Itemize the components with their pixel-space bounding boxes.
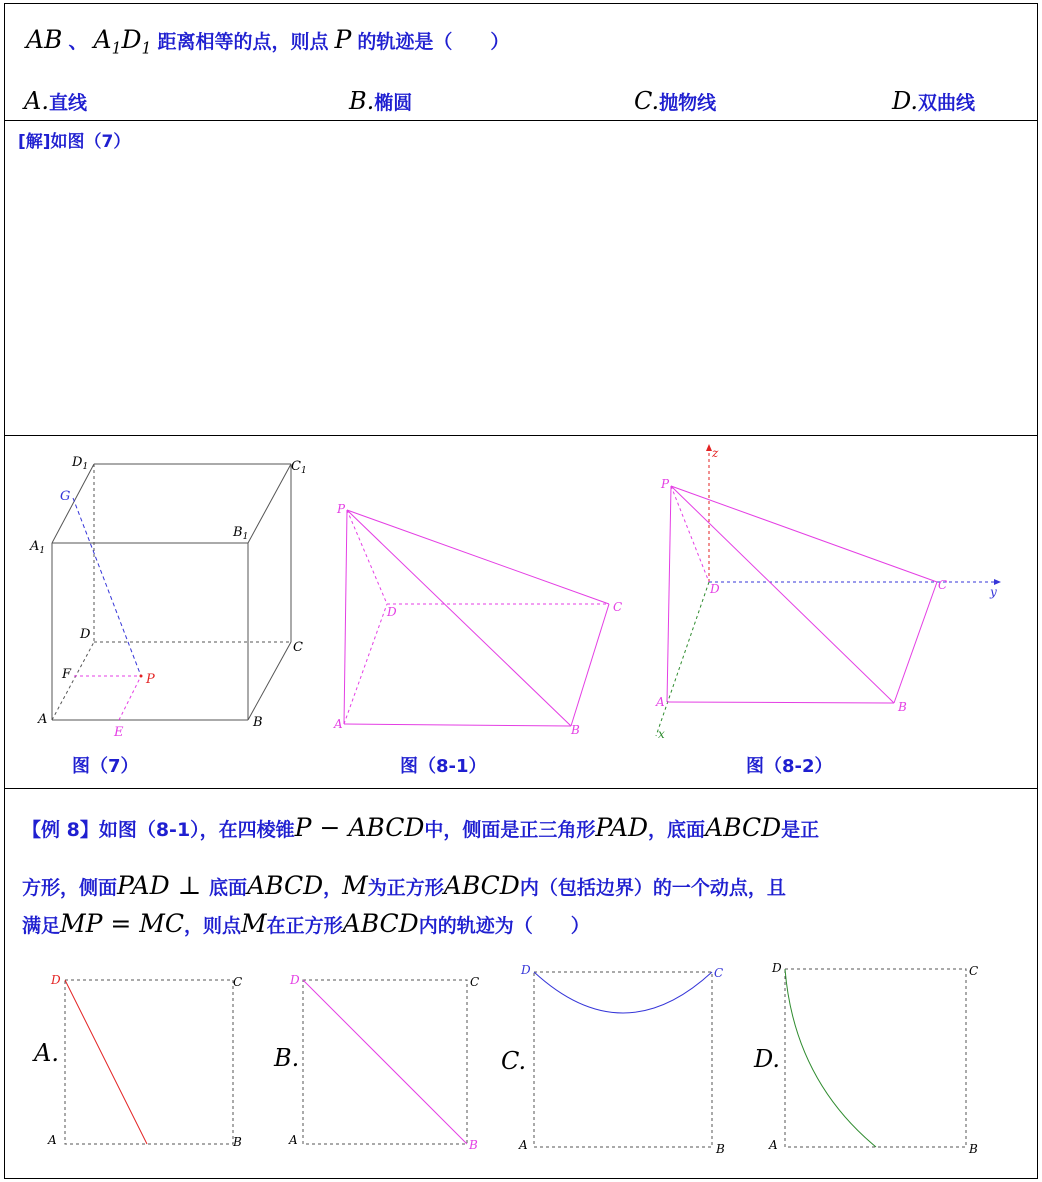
svg-text:A: A — [769, 1138, 778, 1152]
svg-text:B: B — [469, 1138, 478, 1152]
label-g: G — [60, 489, 71, 504]
caption-fig-7: 图（7） — [72, 756, 139, 777]
label-c: C — [293, 640, 303, 655]
svg-text:A: A — [519, 1138, 528, 1152]
svg-text:B: B — [233, 1135, 242, 1149]
example-line-3: 满足MP = MC，则点M在正方形ABCD内的轨迹为（ ） — [22, 909, 590, 938]
figure-7 — [52, 464, 291, 720]
label-x: x — [658, 727, 665, 741]
label-c: C — [613, 600, 623, 614]
svg-text:A: A — [289, 1133, 298, 1147]
svg-text:C: C — [969, 964, 979, 978]
square-a — [65, 980, 233, 1144]
label-d: D — [387, 605, 397, 619]
label-d1: $D_1$ — [72, 455, 89, 472]
option-d[interactable]: D.双曲线 — [892, 87, 976, 115]
figure-8-1 — [344, 510, 609, 726]
answer-squares-svg — [4, 789, 1038, 1179]
question-tail: 的轨迹是（ ） — [357, 31, 510, 53]
label-e: E — [114, 725, 124, 740]
svg-text:D: D — [51, 973, 61, 987]
label-b: B — [898, 700, 907, 714]
math-a1: $A_1D_1$ — [93, 25, 152, 58]
svg-text:C: C — [233, 975, 243, 989]
question-line — [26, 25, 509, 57]
option-b[interactable]: B.椭圆 — [349, 87, 413, 115]
label-b: B — [571, 723, 580, 737]
example-line-1: 【例 8】如图（8-1），在四棱锥P − ABCD中，侧面是正三角形PAD，底面ABCD是正 — [22, 813, 820, 842]
label-c: C — [938, 578, 948, 592]
solution-label: [解]如图（7） — [18, 132, 131, 152]
figure-8-2 — [656, 446, 999, 736]
square-d — [785, 969, 966, 1147]
answer-option-d[interactable]: D. — [754, 1045, 781, 1073]
svg-text:C: C — [470, 975, 480, 989]
label-z: z — [712, 446, 719, 460]
svg-text:D: D — [521, 963, 531, 977]
separator: 、 — [68, 31, 88, 53]
square-b-labels — [288, 973, 479, 1152]
example-section — [4, 789, 1038, 1179]
svg-text:B: B — [716, 1142, 725, 1156]
math-p: P — [334, 25, 352, 54]
label-y: y — [990, 585, 997, 599]
question-row — [4, 3, 1038, 121]
label-b: B — [253, 715, 263, 730]
example-line-2: 方形，侧面PAD ⊥ 底面ABCD，M为正方形ABCD内（包括边界）的一个动点，且 — [22, 871, 786, 900]
label-p: P — [146, 672, 155, 687]
square-c-labels — [518, 963, 725, 1156]
figures-row — [4, 436, 1038, 789]
label-p: P — [337, 502, 346, 516]
label-d: D — [80, 627, 91, 642]
label-a1: $A_1$ — [30, 539, 46, 556]
math-ab: AB — [26, 25, 63, 54]
answer-option-b[interactable]: B. — [274, 1044, 300, 1072]
label-a: A — [38, 712, 48, 727]
figures-svg — [4, 436, 1038, 789]
label-c1: $C_1$ — [291, 459, 307, 476]
label-p: P — [661, 477, 670, 491]
square-c — [534, 972, 712, 1147]
svg-text:D: D — [772, 961, 782, 975]
label-d: D — [710, 582, 720, 596]
caption-fig-8-2: 图（8-2） — [746, 756, 833, 777]
square-b — [303, 980, 467, 1144]
figure-8-2-labels — [655, 446, 997, 741]
label-a: A — [656, 695, 665, 709]
answer-option-a[interactable]: A. — [34, 1039, 59, 1067]
square-d-labels — [768, 961, 978, 1156]
svg-text:C: C — [714, 966, 724, 980]
label-b1: $B_1$ — [233, 525, 249, 542]
svg-text:B: B — [969, 1142, 978, 1156]
label-a: A — [334, 717, 343, 731]
label-f: F — [62, 667, 72, 682]
option-a[interactable]: A.直线 — [24, 87, 87, 115]
svg-text:D: D — [290, 973, 300, 987]
caption-fig-8-1: 图（8-1） — [400, 756, 487, 777]
question-text: 距离相等的点，则点 — [157, 31, 329, 53]
option-c[interactable]: C.抛物线 — [634, 87, 717, 115]
figure-7-labels — [29, 455, 307, 740]
answer-option-c[interactable]: C. — [501, 1047, 527, 1075]
square-a-labels — [47, 973, 242, 1149]
svg-text:A: A — [48, 1133, 57, 1147]
solution-row — [4, 121, 1038, 436]
